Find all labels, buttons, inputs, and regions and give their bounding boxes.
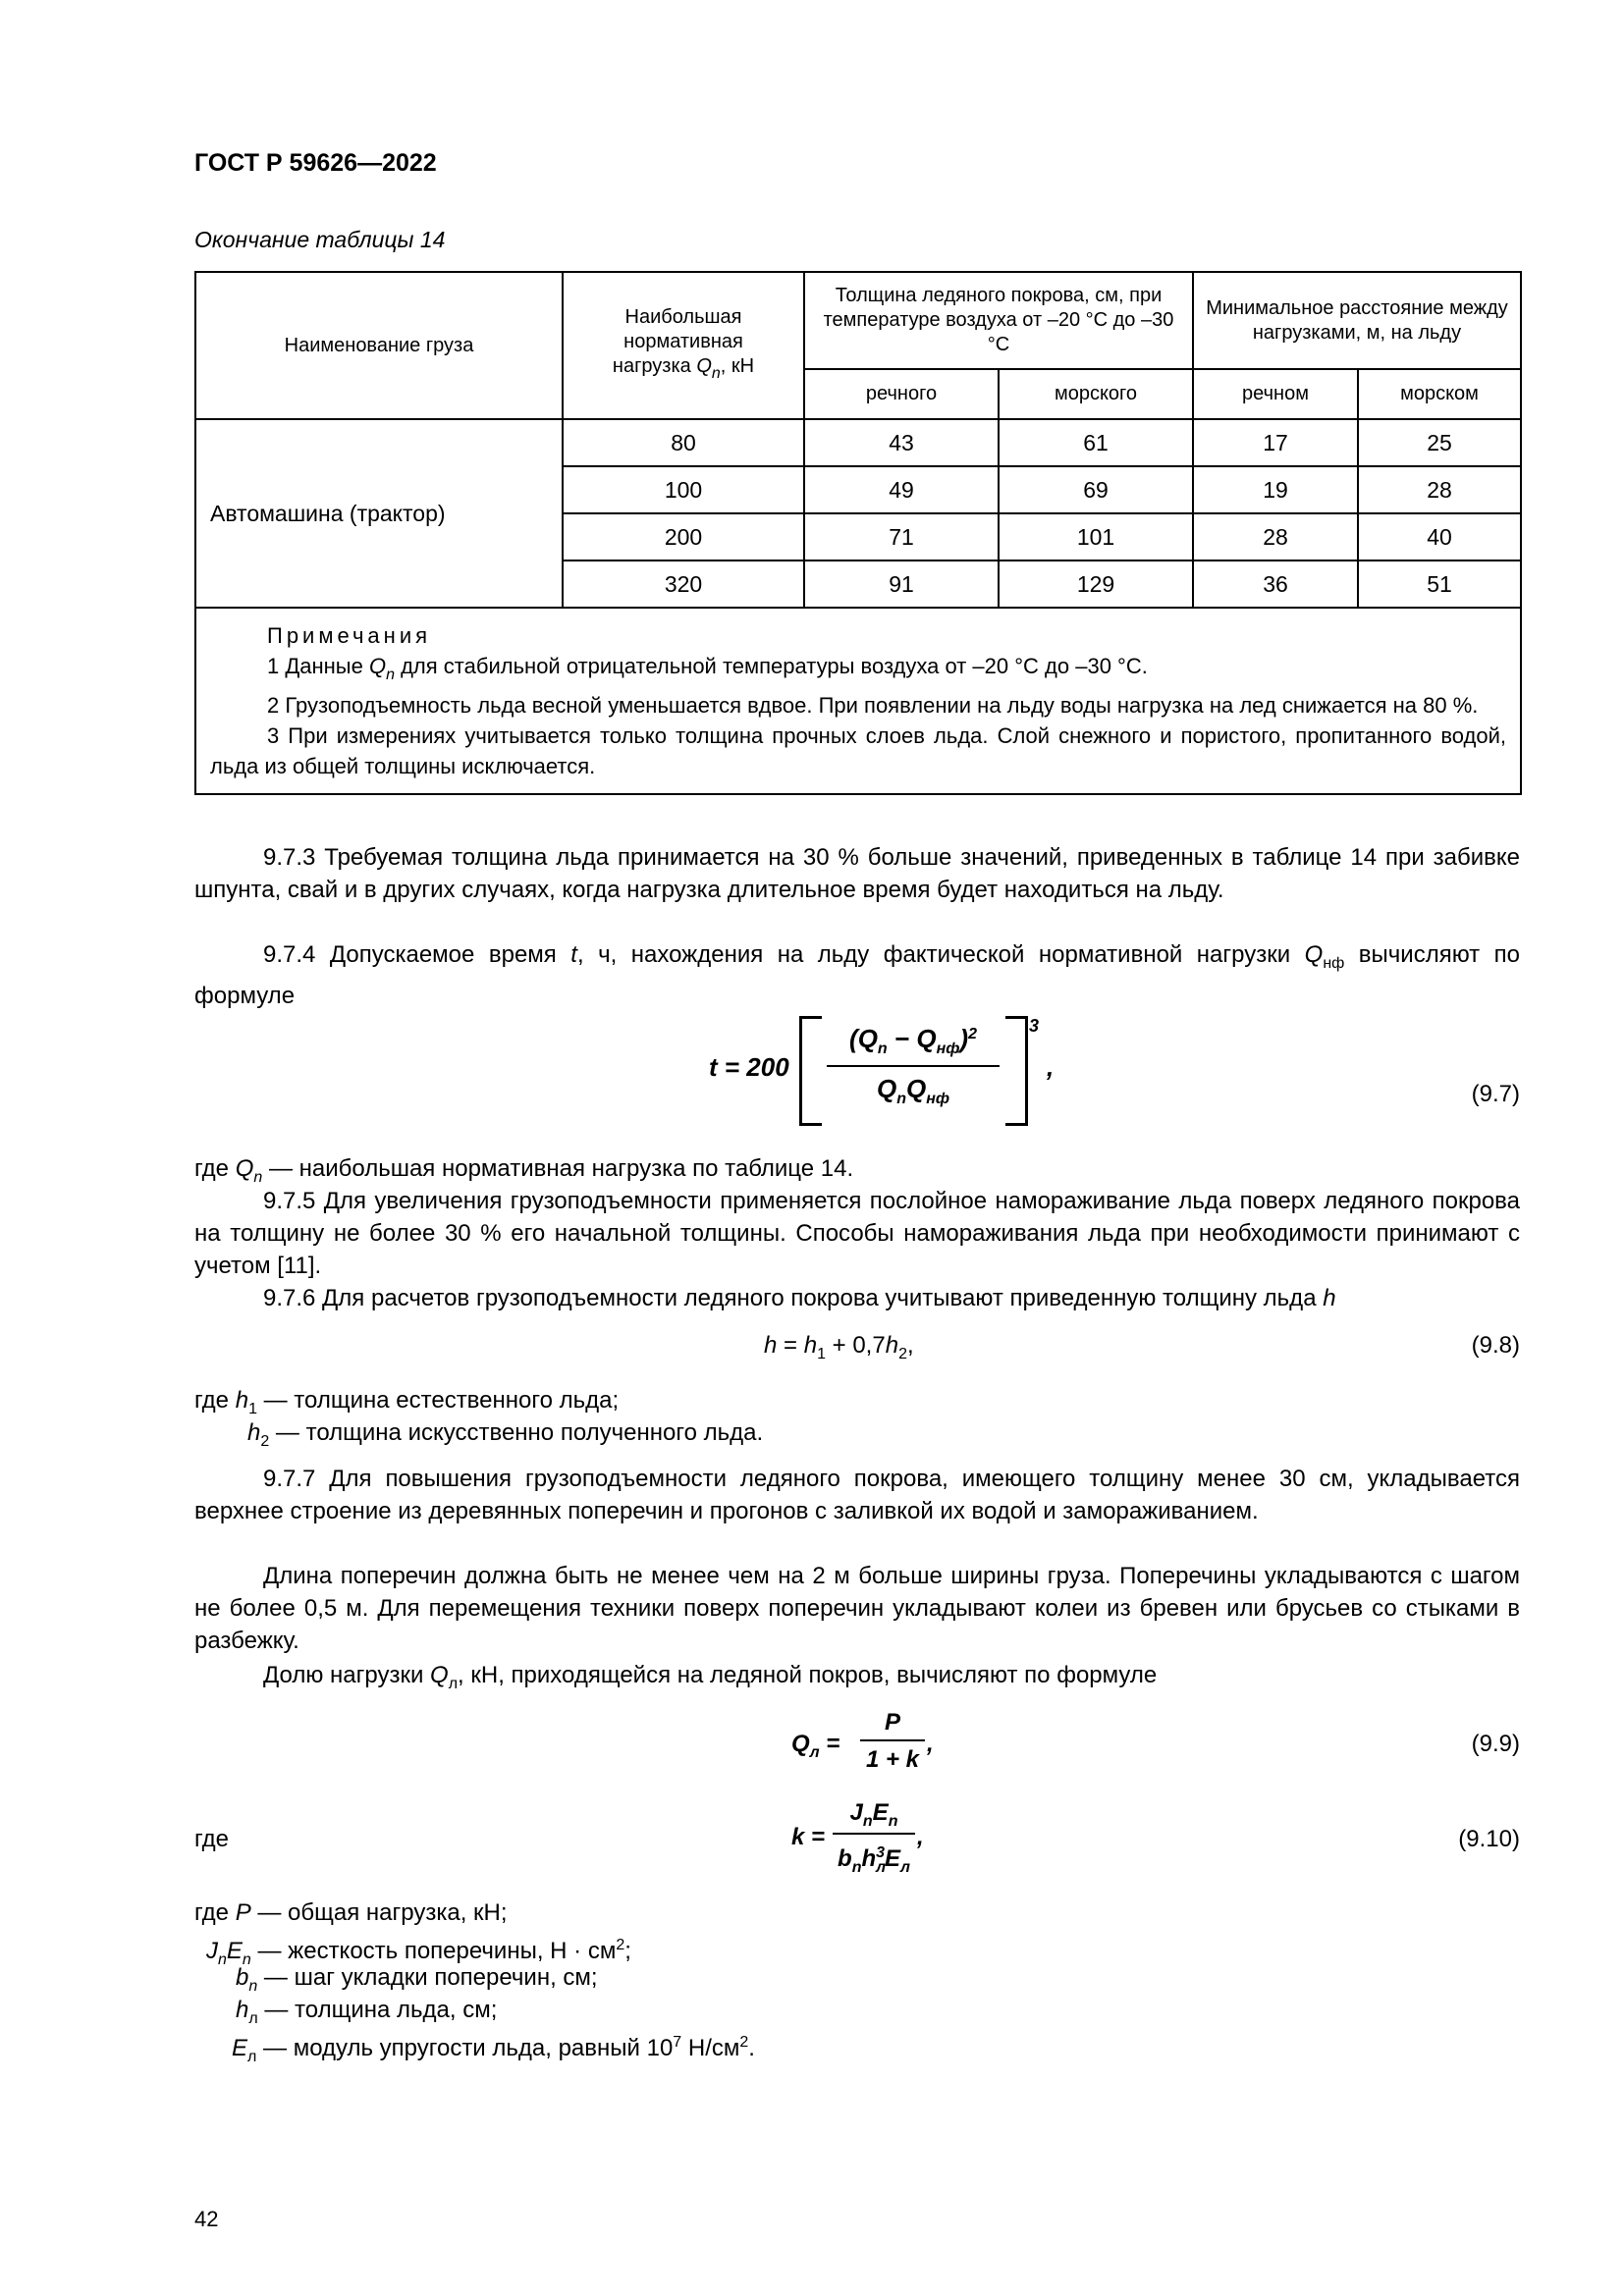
table-cell: 91 bbox=[804, 561, 999, 608]
p974-text-end: вычисляют по формуле bbox=[194, 941, 1520, 1009]
formula-9-8: $h = h_1 + 0,7h_2$, bbox=[764, 1332, 914, 1362]
equation-number-9-7: (9.7) bbox=[1471, 1081, 1520, 1107]
equation-number-9-10: (9.10) bbox=[1458, 1826, 1520, 1852]
document-code: ГОСТ Р 59626—2022 bbox=[194, 149, 437, 177]
table-14 bbox=[194, 271, 1522, 795]
header-max-load-symbol: Q bbox=[696, 355, 712, 377]
p974-text-mid: , ч, нахождения на льду фактической нормативной нагрузки bbox=[576, 941, 1305, 968]
table-cell: 61 bbox=[999, 419, 1193, 466]
equation-number-9-8: (9.8) bbox=[1471, 1332, 1520, 1359]
table-cell: 49 bbox=[804, 466, 999, 513]
table-cell: 100 bbox=[563, 466, 804, 513]
where-b: $b_n$ — шаг укладки поперечин, см; bbox=[236, 1964, 598, 1995]
f97-fraction-bar bbox=[827, 1065, 1000, 1067]
table-cell: 19 bbox=[1193, 466, 1358, 513]
where-h2: $h_2$ — толщина искусственно полученного льда. bbox=[247, 1419, 764, 1450]
table-cell: 101 bbox=[999, 513, 1193, 561]
table-notes bbox=[195, 608, 1521, 794]
table-cell: 69 bbox=[999, 466, 1193, 513]
table-cell: 25 bbox=[1358, 419, 1521, 466]
f97-lhs: t = 200 bbox=[709, 1052, 789, 1082]
table-cell: 43 bbox=[804, 419, 999, 466]
equation-number-9-9: (9.9) bbox=[1471, 1731, 1520, 1757]
f97-comma: , bbox=[1047, 1052, 1055, 1082]
table-cell: 71 bbox=[804, 513, 999, 561]
f910-numerator: $J_nE_n$ bbox=[849, 1799, 898, 1830]
paragraph-length: Длина поперечин должна быть не менее чем на 2 м больше ширины груза. Поперечины укладываются с шагом не более 0,5 м. Для перемещения техники поверх поперечин укладывают колеи из бревен или брусьев со стыками в разбежку. bbox=[194, 1563, 1520, 1654]
page-number: 42 bbox=[194, 2207, 219, 2231]
table-cell: 129 bbox=[999, 561, 1193, 608]
subheader-river-thickness: речного bbox=[804, 369, 999, 419]
paragraph-load-share: Долю нагрузки $Q_л$, кН, приходящейся на ледяной покров, вычисляют по формуле bbox=[263, 1662, 1158, 1692]
where-P: где P — общая нагрузка, кН; bbox=[194, 1899, 508, 1926]
note-3: 3 При измерениях учитывается только толщина прочных слоев льда. Слой снежного и пористого, пропитанного водой, льда из общей толщины исключается. bbox=[210, 723, 1506, 778]
f99-denominator: 1 + k bbox=[865, 1746, 920, 1773]
f97-numerator: $(Q_n - Q_{нф})^2$ bbox=[849, 1024, 977, 1057]
paragraph-9-7-3: 9.7.3 Требуемая толщина льда принимается на 30 % больше значений, приведенных в таблице 14 при забивке шпунта, свай и в других случаях, когда нагрузка длительное время будет находиться на льду. bbox=[194, 844, 1520, 903]
header-max-load-line2: нормативная bbox=[623, 331, 743, 352]
table-cell: 320 bbox=[563, 561, 804, 608]
header-max-load bbox=[563, 272, 804, 419]
note-1-text-end: для стабильной отрицательной температуры воздуха от –20 °С до –30 °С. bbox=[394, 654, 1148, 678]
table-cell: 40 bbox=[1358, 513, 1521, 561]
where-JE: $J_nE_n$ — жесткость поперечины, $Н \cdot см^2$; bbox=[206, 1937, 631, 1968]
f97-bracket-left bbox=[799, 1016, 822, 1126]
table-cell: 28 bbox=[1358, 466, 1521, 513]
table-caption: Окончание таблицы 14 bbox=[194, 227, 446, 252]
where-9-7: где $Q_n$ — наибольшая нормативная нагрузка по таблице 14. bbox=[194, 1155, 854, 1186]
f99-fraction-bar bbox=[860, 1739, 925, 1741]
note-2: 2 Грузоподъемность льда весной уменьшается вдвое. При появлении на льду воды нагрузка на лед снижается на 80 %. bbox=[267, 693, 1479, 718]
table-cell: 17 bbox=[1193, 419, 1358, 466]
f910-fraction-bar bbox=[833, 1833, 915, 1835]
p974-symbol-t: t bbox=[570, 941, 577, 968]
table-cell: 36 bbox=[1193, 561, 1358, 608]
p974-subscript: нф bbox=[1323, 955, 1345, 972]
table-cell: 200 bbox=[563, 513, 804, 561]
note-1 bbox=[210, 651, 1506, 690]
paragraph-9-7-5: 9.7.5 Для увеличения грузоподъемности применяется послойное намораживание льда поверх ледяного покрова на толщину не более 30 % его начальной толщины. Способы намораживания льда при необходимости принимают с учетом [11]. bbox=[194, 1188, 1520, 1279]
table-row bbox=[195, 419, 1521, 466]
where-h1: где $h_1$ — толщина естественного льда; bbox=[194, 1387, 620, 1417]
f97-denominator: $Q_nQ_{нф}$ bbox=[876, 1074, 950, 1107]
note-1-symbol: Q bbox=[368, 654, 387, 678]
f97-bracket-right bbox=[1005, 1016, 1028, 1126]
where-word: где bbox=[194, 1826, 230, 1852]
header-max-load-line1: Наибольшая bbox=[624, 306, 742, 328]
cargo-name-cell: Автомашина (трактор) bbox=[195, 419, 563, 608]
paragraph-9-7-6: 9.7.6 Для расчетов грузоподъемности ледяного покрова учитывают приведенную толщину льда h bbox=[263, 1285, 1336, 1311]
where-h: $h_л$ — толщина льда, см; bbox=[236, 1997, 498, 2027]
header-max-load-subscript: n bbox=[711, 365, 721, 382]
header-ice-thickness: Толщина ледяного покрова, см, при температуре воздуха от –20 °С до –30 °С bbox=[804, 272, 1193, 369]
subheader-sea-thickness: морского bbox=[999, 369, 1193, 419]
f99-numerator: P bbox=[884, 1709, 900, 1735]
f910-denominator: $b_nh_л^3E_л$ bbox=[838, 1844, 910, 1876]
f97-outer-power: 3 bbox=[1029, 1016, 1040, 1036]
table-cell: 28 bbox=[1193, 513, 1358, 561]
paragraph-9-7-4 bbox=[194, 938, 1520, 1012]
paragraph-9-7-7: 9.7.7 Для повышения грузоподъемности ледяного покрова, имеющего толщину менее 30 см, укладывается верхнее строение из деревянных поперечин и прогонов с заливкой их водой и замораживанием. bbox=[194, 1466, 1520, 1524]
header-max-load-line3: нагрузка bbox=[612, 355, 697, 377]
subheader-sea-distance: морском bbox=[1358, 369, 1521, 419]
table-cell: 51 bbox=[1358, 561, 1521, 608]
note-1-subscript: n bbox=[386, 667, 395, 683]
header-max-load-unit: , кН bbox=[720, 355, 755, 377]
p974-symbol-q: Q bbox=[1304, 941, 1324, 968]
where-E: $E_л$ — модуль упругости льда, равный $10^7$ $Н/см^2$. bbox=[232, 2034, 755, 2065]
notes-title: Примечания bbox=[267, 623, 432, 648]
header-min-distance: Минимальное расстояние между нагрузками, м, на льду bbox=[1193, 272, 1521, 369]
p974-text: 9.7.4 Допускаемое время bbox=[263, 941, 571, 968]
table-cell: 80 bbox=[563, 419, 804, 466]
header-cargo-name: Наименование груза bbox=[195, 272, 563, 419]
note-1-text: 1 Данные bbox=[267, 654, 369, 678]
subheader-river-distance: речном bbox=[1193, 369, 1358, 419]
